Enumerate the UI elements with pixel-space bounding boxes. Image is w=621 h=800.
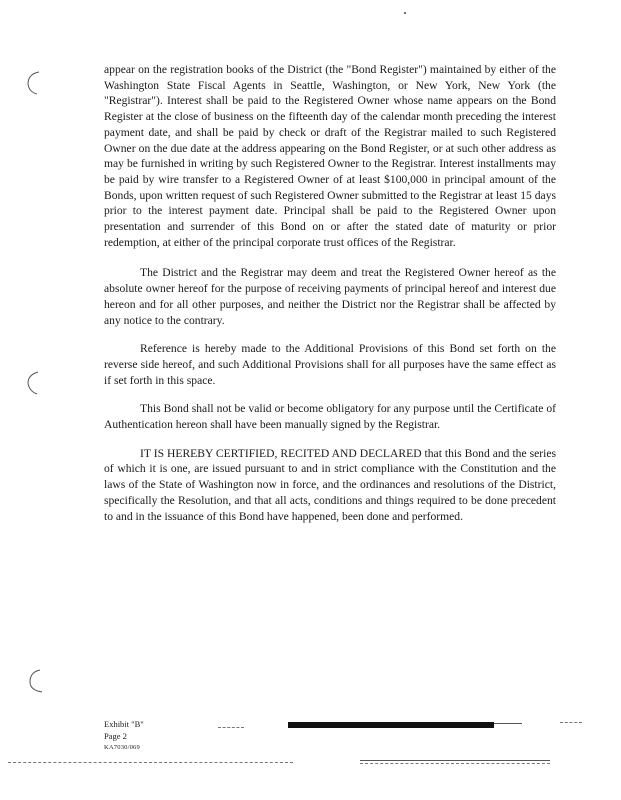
paragraph-owner-treatment: The District and the Registrar may deem and treat the Registered Owner hereof as the absolute owner hereof for the purpose of receiving payments of principal hereof and interest due hereon and for all other purposes, and neither the District nor the Registrar shall be affected by any notice to the contrary. [104,266,556,327]
page-footer [104,718,144,754]
bottom-scan-line [8,762,293,763]
paragraph-validity: This Bond shall not be valid or become obligatory for any purpose until the Certificate of Authentication hereon shall have been manually signed by the Registrar. [104,402,556,432]
punch-hole-mark [22,70,44,96]
footer-page-number: Page 2 [104,731,127,741]
bond-text-body [104,62,556,537]
bottom-scan-line [360,760,550,761]
footer-reference: KA7030/069 [104,744,140,751]
redaction-bar [288,722,494,728]
scan-speck [404,12,406,14]
bottom-scan-line [360,763,550,764]
punch-hole-mark [22,668,44,694]
footer-rule-fragment [560,722,582,723]
footer-exhibit: Exhibit "B" [104,719,144,729]
paragraph-certification: IT IS HEREBY CERTIFIED, RECITED AND DECLARED that this Bond and the series of which it is one, are issued pursuant to and in strict compliance with the Constitution and the laws of the State of Washington now in force, and the ordinances and resolutions of the District, specifically the Resolution, and that all acts, conditions and things required to be done precedent to and in the issuance of this Bond have happened, been done and performed. [104,446,556,523]
punch-hole-mark [22,370,44,396]
footer-rule-fragment [218,727,244,728]
footer-rule-fragment [494,723,522,724]
paragraph-additional-provisions: Reference is hereby made to the Additional Provisions of this Bond set forth on the reverse side hereof, and such Additional Provisions shall for all purposes have the same effect as if set forth in this space. [104,342,556,387]
paragraph-registration: appear on the registration books of the District (the "Bond Register") maintained by either of the Washington State Fiscal Agents in Seattle, Washington, or New York, New York (the "Registrar"). Interest shall be paid to the Registered Owner whose name appears on the Bond Register at the close of business on the fifteenth day of the calendar month preceding the interest payment date, and shall be paid by check or draft of the Registrar mailed to such Registered Owner on the due date at the address appearing on the Bond Register, or at such other address as may be furnished in writing by such Registered Owner to the Registrar. Interest installments may be paid by wire transfer to a Registered Owner of at least $100,000 in principal amount of the Bonds, upon written request of such Registered Owner submitted to the Registrar at least 15 days prior to the interest payment date. Principal shall be paid to the Registered Owner upon presentation and surrender of this Bond on or after the stated date of maturity or prior redemption, at either of the principal corporate trust offices of the Registrar. [104,63,556,249]
